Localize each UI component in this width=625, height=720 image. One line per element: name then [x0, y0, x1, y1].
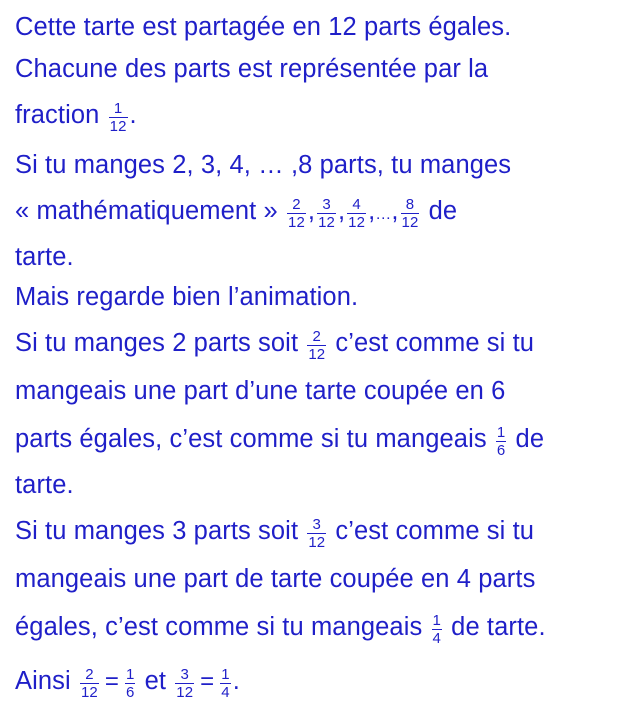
- numerator: 3: [317, 196, 336, 214]
- denominator: 12: [348, 213, 366, 231]
- numerator: 1: [109, 100, 128, 118]
- sentence: Ainsi: [15, 667, 71, 695]
- fraction-8-12: [401, 196, 420, 231]
- fraction-4-12: [347, 196, 366, 231]
- numerator: 1: [221, 665, 230, 683]
- comma: ,: [307, 197, 316, 225]
- punctuation: .: [232, 667, 240, 695]
- denominator: 12: [318, 213, 335, 231]
- denominator: 12: [401, 213, 419, 231]
- text-line-7: [15, 280, 358, 314]
- denominator: 12: [176, 683, 194, 701]
- text-line-15: [15, 664, 240, 701]
- denominator: 12: [288, 213, 305, 231]
- sentence: c’est comme si tu: [335, 517, 535, 545]
- denominator: 12: [80, 683, 98, 701]
- numerator: 8: [401, 196, 420, 214]
- numerator: 2: [80, 666, 99, 684]
- equals-sign: =: [104, 668, 119, 695]
- text-line-3: [15, 98, 137, 135]
- text-line-14: [15, 610, 546, 647]
- ellipsis: …: [375, 206, 392, 223]
- sentence: mangeais une part de tarte coupée en 4 parts: [15, 565, 536, 593]
- fraction-1-4: [220, 666, 230, 701]
- fraction-1-12: [109, 100, 128, 135]
- conjunction: et: [144, 667, 167, 695]
- comma: ,: [368, 197, 376, 225]
- text-line-12: [15, 514, 535, 551]
- denominator: 12: [308, 533, 326, 551]
- denominator: 6: [496, 441, 506, 459]
- sentence: c’est comme si tu: [335, 329, 535, 357]
- fraction-2-12: [307, 328, 326, 363]
- sentence: Si tu manges 2 parts soit: [15, 329, 299, 357]
- numerator: 1: [432, 611, 441, 629]
- fraction-3-12: [307, 516, 326, 551]
- text-line-9: [15, 374, 505, 408]
- text-line-8: [15, 326, 535, 363]
- sentence: fraction: [15, 101, 100, 129]
- sentence: égales, c’est comme si tu mangeais: [15, 613, 423, 641]
- fraction-3-12: [175, 666, 194, 701]
- numerator: 3: [175, 666, 194, 684]
- sentence: de tarte.: [451, 613, 546, 641]
- sentence: Mais regarde bien l’animation.: [15, 283, 359, 311]
- comma: ,: [391, 197, 399, 225]
- text-line-5: [15, 194, 458, 231]
- sentence: parts égales, c’est comme si tu mangeais: [15, 425, 487, 453]
- sentence: tarte.: [15, 243, 74, 271]
- denominator: 12: [109, 117, 127, 135]
- numerator: 2: [307, 328, 326, 346]
- comma: ,: [337, 197, 346, 225]
- sentence: tarte.: [15, 471, 74, 499]
- fraction-2-12: [80, 666, 99, 701]
- numerator: 1: [125, 665, 135, 683]
- fraction-1-6: [496, 424, 506, 459]
- denominator: 6: [125, 683, 135, 701]
- denominator: 12: [308, 345, 326, 363]
- text-line-10: [15, 422, 545, 459]
- sentence: mangeais une part d’une tarte coupée en 6: [15, 377, 506, 405]
- equals-sign: =: [200, 668, 215, 695]
- fraction-2-12: [287, 196, 306, 231]
- fraction-1-4: [432, 612, 442, 647]
- sentence: de: [515, 425, 545, 453]
- fraction-3-12: [317, 196, 336, 231]
- numerator: 3: [307, 516, 326, 534]
- sentence: Si tu manges 3 parts soit: [15, 517, 299, 545]
- fraction-1-6: [125, 666, 135, 701]
- denominator: 4: [221, 683, 230, 701]
- sentence: Chacune des parts est représentée par la: [15, 55, 489, 83]
- text-line-2: [15, 52, 488, 86]
- text-line-6: [15, 240, 74, 274]
- text-line-1: [15, 10, 511, 44]
- numerator: 1: [496, 423, 506, 441]
- sentence: Si tu manges 2, 3, 4, … ,8 parts, tu manges: [15, 151, 512, 179]
- sentence: « mathématiquement »: [15, 197, 278, 225]
- text-line-4: [15, 148, 511, 182]
- sentence: de: [428, 197, 458, 225]
- text-line-11: [15, 468, 74, 502]
- text-line-13: [15, 562, 535, 596]
- denominator: 4: [432, 629, 441, 647]
- sentence: Cette tarte est partagée en 12 parts égales.: [15, 13, 512, 41]
- numerator: 4: [347, 196, 366, 214]
- punctuation: .: [129, 101, 137, 129]
- numerator: 2: [287, 196, 306, 214]
